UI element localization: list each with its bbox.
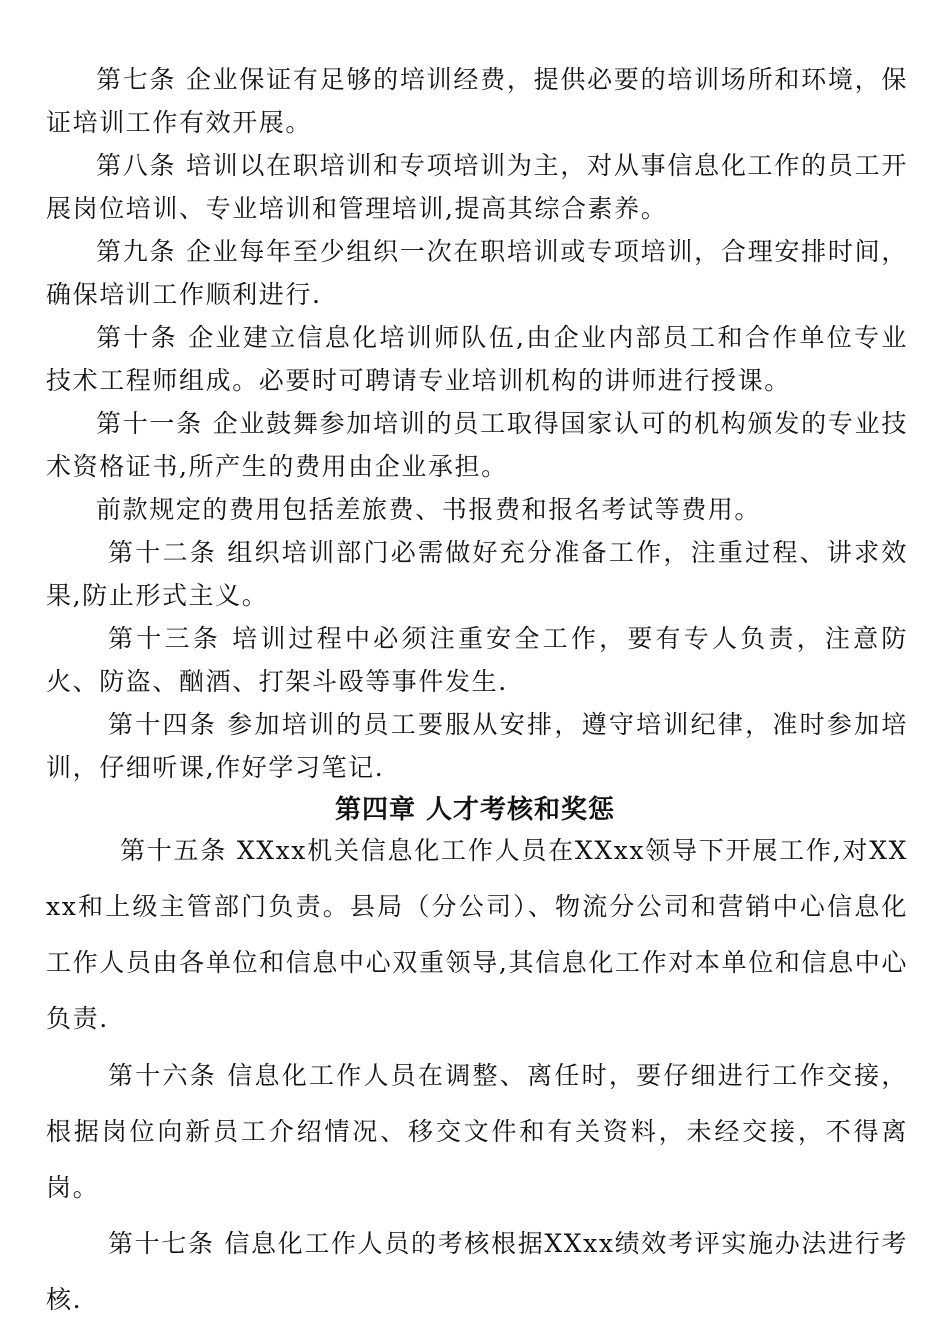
article-15: 第十五条 XXxx机关信息化工作人员在XXxx领导下开展工作,对XXxx和上级主管部门负责。县局（分公司）、物流分公司和营销中心信息化工作人员由各单位和信息中心双重领导,其信息化工作对本单位和信息中心负责. <box>46 836 908 1033</box>
article-9: 第九条 企业每年至少组织一次在职培训或专项培训，合理安排时间，确保培训工作顺利进行. <box>46 237 908 309</box>
article-17: 第十七条 信息化工作人员的考核根据XXxx绩效考评实施办法进行考核. <box>46 1229 908 1314</box>
article-8: 第八条 培训以在职培训和专项培训为主，对从事信息化工作的员工开展岗位培训、专业培训和管理培训,提高其综合素养。 <box>46 151 908 223</box>
article-12: 第十二条 组织培训部门必需做好充分准备工作，注重过程、讲求效果,防止形式主义。 <box>46 538 908 610</box>
chapter-heading: 第四章 人才考核和奖惩 <box>334 795 616 825</box>
article-11: 第十一条 企业鼓舞参加培训的员工取得国家认可的机构颁发的专业技术资格证书,所产生的费用由企业承担。 <box>46 409 908 481</box>
article-10: 第十条 企业建立信息化培训师队伍,由企业内部员工和合作单位专业技术工程师组成。必要时可聘请专业培训机构的讲师进行授课。 <box>46 323 908 395</box>
article-16: 第十六条 信息化工作人员在调整、离任时，要仔细进行工作交接，根据岗位向新员工介绍情况、移交文件和有关资料，未经交接，不得离岗。 <box>46 1061 908 1202</box>
article-7: 第七条 企业保证有足够的培训经费，提供必要的培训场所和环境，保证培训工作有效开展。 <box>46 65 908 137</box>
article-11-note: 前款规定的费用包括差旅费、书报费和报名考试等费用。 <box>96 495 762 524</box>
article-13: 第十三条 培训过程中必须注重安全工作，要有专人负责，注意防火、防盗、酗酒、打架斗殴等事件发生. <box>46 624 908 696</box>
article-14: 第十四条 参加培训的员工要服从安排，遵守培训纪律，准时参加培训，仔细听课,作好学习笔记. <box>46 710 908 782</box>
